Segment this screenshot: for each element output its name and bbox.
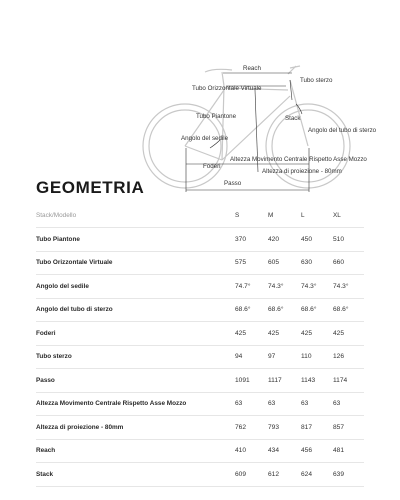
label-tubo-piantone: Tubo Piantone [196, 113, 237, 120]
table-row [36, 298, 364, 322]
table-header-row [36, 203, 364, 228]
row-value: 94 [235, 345, 268, 369]
label-stack: Stack [285, 115, 301, 122]
row-value: 110 [301, 345, 333, 369]
row-value: 126 [333, 345, 364, 369]
row-value: 456 [301, 439, 333, 463]
row-value: 97 [268, 345, 301, 369]
row-value: 1143 [301, 369, 333, 393]
table-body [36, 228, 364, 487]
row-value: 624 [301, 463, 333, 487]
row-value: 857 [333, 416, 364, 440]
label-angolo-sedile: Angolo del sedile [181, 135, 229, 142]
table-row [36, 251, 364, 275]
label-tubo-sterzo: Tubo sterzo [300, 77, 333, 84]
row-value: 1117 [268, 369, 301, 393]
row-value: 74.3° [268, 275, 301, 299]
row-value: 68.6° [268, 298, 301, 322]
table-row [36, 439, 364, 463]
label-altezza-movimento: Altezza Movimento Centrale Rispetto Asse Mozzo [230, 156, 367, 163]
seatpost [222, 72, 224, 86]
row-label: Angolo del sedile [36, 275, 235, 299]
geometry-table [36, 203, 364, 487]
row-value: 425 [301, 322, 333, 346]
row-label: Tubo sterzo [36, 345, 235, 369]
row-value: 660 [333, 251, 364, 275]
table-row [36, 392, 364, 416]
row-value: 74.3° [301, 275, 333, 299]
size-header-xl: XL [333, 203, 364, 228]
label-reach: Reach [243, 65, 261, 72]
row-value: 630 [301, 251, 333, 275]
row-value: 450 [301, 228, 333, 252]
row-value: 63 [333, 392, 364, 416]
size-header-m: M [268, 203, 301, 228]
row-value: 481 [333, 439, 364, 463]
table-row [36, 369, 364, 393]
saddle [205, 69, 232, 72]
down-tube [222, 96, 290, 160]
row-value: 1091 [235, 369, 268, 393]
row-value: 410 [235, 439, 268, 463]
row-value: 605 [268, 251, 301, 275]
row-value: 370 [235, 228, 268, 252]
row-label: Altezza di proiezione - 80mm [36, 416, 235, 440]
page-title: GEOMETRIA [36, 178, 145, 197]
row-value: 68.6° [333, 298, 364, 322]
row-value: 575 [235, 251, 268, 275]
row-value: 63 [268, 392, 301, 416]
table-row [36, 416, 364, 440]
bike-geometry-diagram [0, 0, 400, 200]
seat-tube [222, 86, 224, 160]
label-foderi: Foderi [203, 163, 221, 170]
row-value: 793 [268, 416, 301, 440]
row-label: Reach [36, 439, 235, 463]
row-value: 425 [235, 322, 268, 346]
label-angolo-tubo-sterzo: Angolo del tubo di sterzo [308, 127, 377, 134]
row-label: Tubo Orizzontale Virtuale [36, 251, 235, 275]
row-value: 68.6° [235, 298, 268, 322]
row-value: 425 [333, 322, 364, 346]
row-label: Stack [36, 463, 235, 487]
row-value: 817 [301, 416, 333, 440]
row-label: Foderi [36, 322, 235, 346]
row-value: 1174 [333, 369, 364, 393]
label-passo: Passo [224, 180, 242, 187]
table-row [36, 322, 364, 346]
size-header-l: L [301, 203, 333, 228]
row-value: 609 [235, 463, 268, 487]
row-label: Passo [36, 369, 235, 393]
label-altezza-proiezione: Altezza di proiezione - 80mm [262, 168, 342, 175]
row-value: 434 [268, 439, 301, 463]
row-value: 74.7° [235, 275, 268, 299]
row-label: Angolo del tubo di sterzo [36, 298, 235, 322]
row-value: 510 [333, 228, 364, 252]
row-value: 68.6° [301, 298, 333, 322]
header-model-label: Stack/Modello [36, 203, 235, 228]
row-value: 420 [268, 228, 301, 252]
row-value: 762 [235, 416, 268, 440]
table-row [36, 345, 364, 369]
row-value: 63 [301, 392, 333, 416]
table-row [36, 275, 364, 299]
chainstay [185, 146, 222, 160]
row-value: 74.3° [333, 275, 364, 299]
row-value: 639 [333, 463, 364, 487]
table-row [36, 463, 364, 487]
label-tubo-orizzontale: Tubo Orizzontale Virtuale [192, 85, 262, 92]
row-value: 425 [268, 322, 301, 346]
table-row [36, 228, 364, 252]
row-label: Altezza Movimento Centrale Rispetto Asse Mozzo [36, 392, 235, 416]
row-label: Tubo Piantone [36, 228, 235, 252]
size-header-s: S [235, 203, 268, 228]
row-value: 612 [268, 463, 301, 487]
row-value: 63 [235, 392, 268, 416]
